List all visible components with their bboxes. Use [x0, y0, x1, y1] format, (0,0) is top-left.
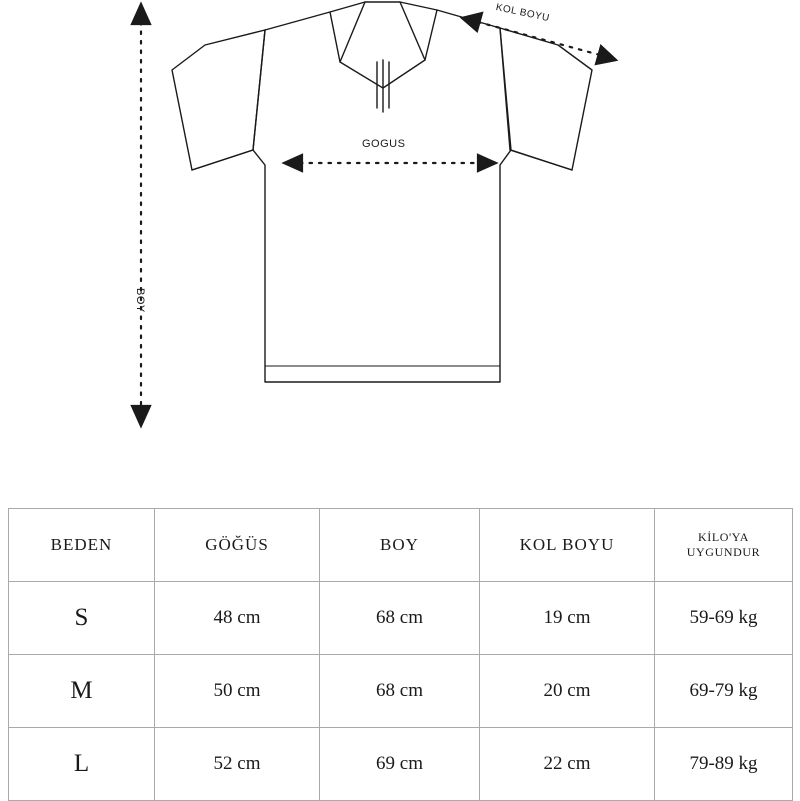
- cell-gogus: 52 cm: [155, 728, 320, 801]
- cell-beden: S: [9, 582, 155, 655]
- cell-boy: 68 cm: [320, 582, 480, 655]
- column-header-beden: BEDEN: [9, 509, 155, 582]
- size-table: [8, 508, 793, 801]
- cell-kol-boyu: 19 cm: [480, 582, 655, 655]
- cell-gogus: 48 cm: [155, 582, 320, 655]
- column-header-kilo: [655, 509, 793, 582]
- column-header-boy: BOY: [320, 509, 480, 582]
- cell-boy: 69 cm: [320, 728, 480, 801]
- cell-boy: 68 cm: [320, 655, 480, 728]
- cell-kilo: 79-89 kg: [655, 728, 793, 801]
- chest-measure-label: GOGUS: [362, 138, 406, 150]
- column-header-kol-boyu: KOL BOYU: [480, 509, 655, 582]
- sleeve-measure-label: KOL BOYU: [494, 2, 551, 25]
- column-header-kilo-line1: KİLO'YA: [697, 530, 750, 544]
- cell-kilo: 59-69 kg: [655, 582, 793, 655]
- cell-kilo: 69-79 kg: [655, 655, 793, 728]
- cell-beden: L: [9, 728, 155, 801]
- column-header-gogus: GÖĞÜS: [155, 509, 320, 582]
- length-measure-label: BOY: [134, 288, 146, 313]
- cell-kol-boyu: 22 cm: [480, 728, 655, 801]
- column-header-kilo-line2: UYGUNDUR: [686, 545, 761, 559]
- table-header-row: [9, 509, 793, 582]
- table-row: [9, 728, 793, 801]
- cell-kol-boyu: 20 cm: [480, 655, 655, 728]
- cell-beden: M: [9, 655, 155, 728]
- table-row: [9, 655, 793, 728]
- table-row: [9, 582, 793, 655]
- cell-gogus: 50 cm: [155, 655, 320, 728]
